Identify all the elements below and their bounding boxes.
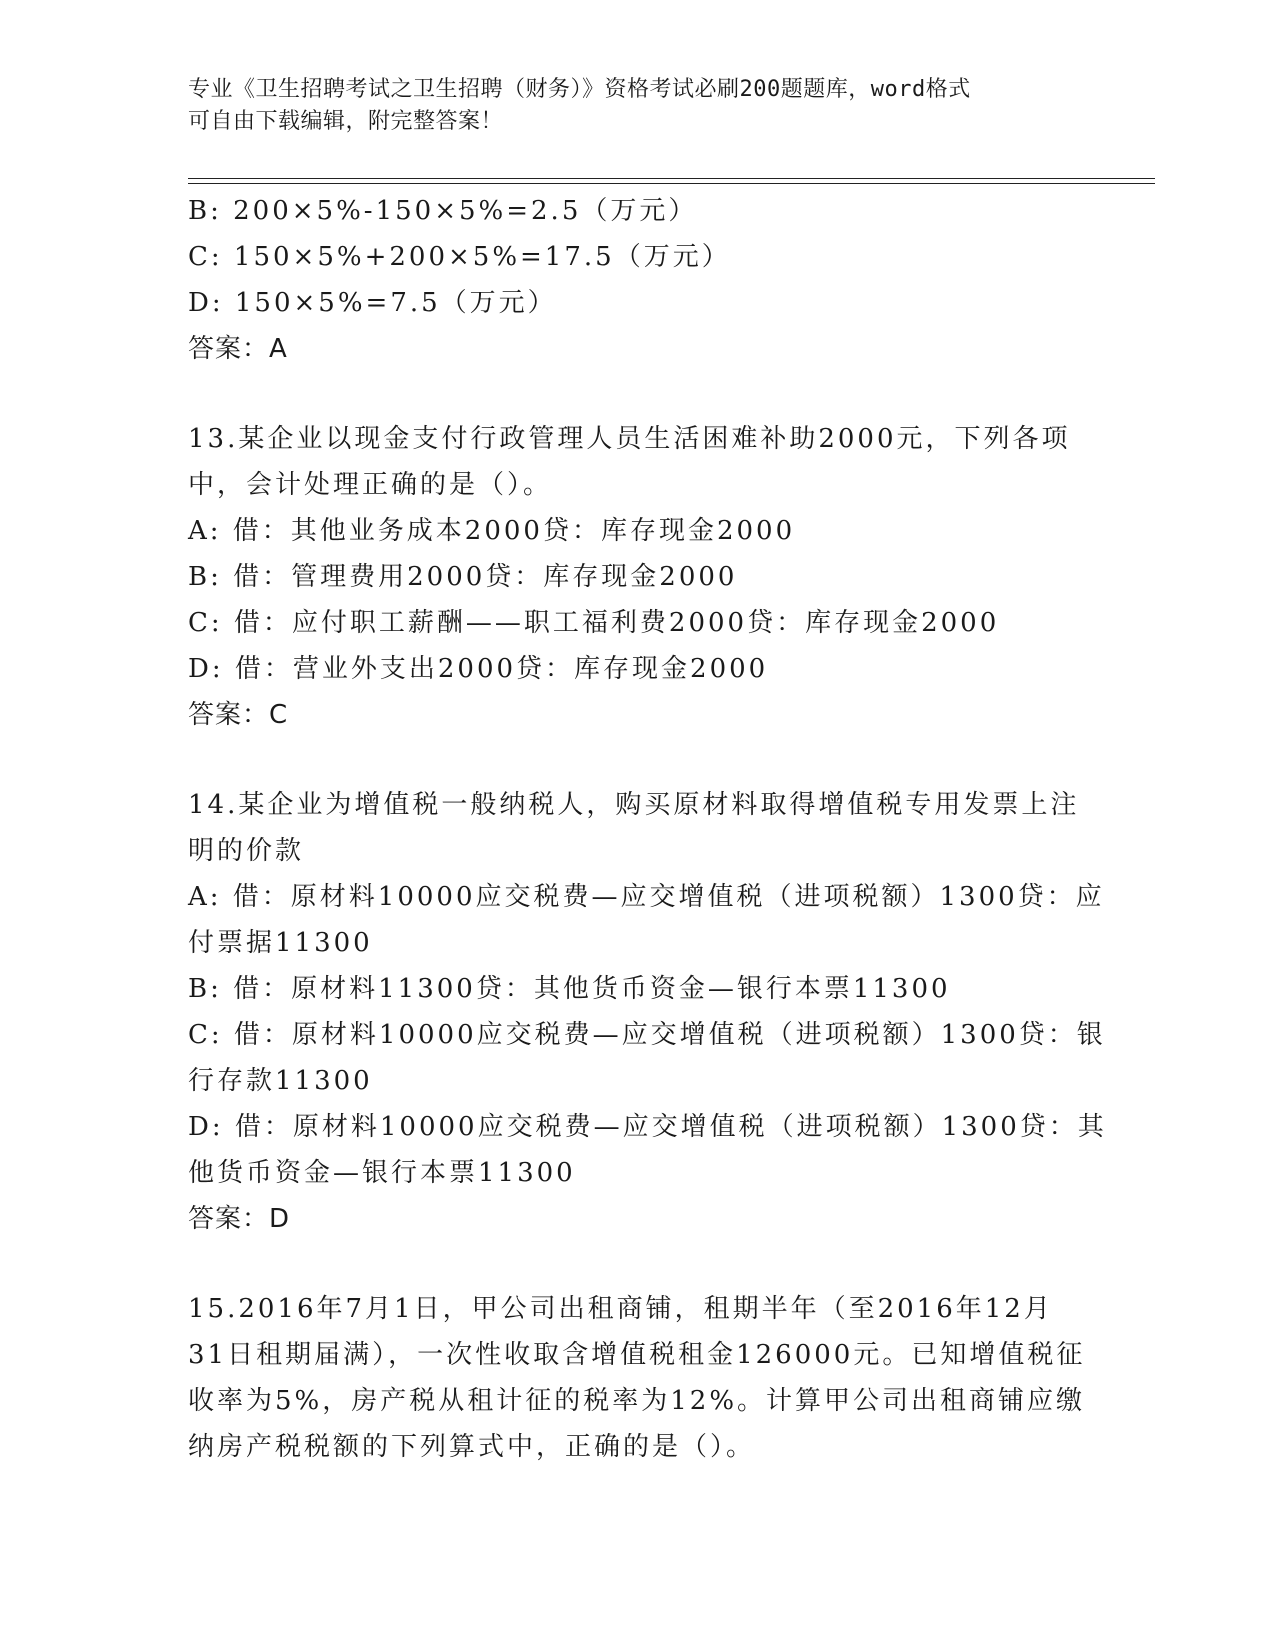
- question-text-line: 15.2016年7月1日，甲公司出租商铺，租期半年（至2016年12月: [188, 1294, 1053, 1324]
- page-header: [188, 74, 1088, 138]
- option-c-continued: 行存款11300: [188, 1066, 373, 1096]
- option-c: C: 借：应付职工薪酬——职工福利费2000贷：库存现金2000: [188, 608, 1000, 638]
- answer-label: 答案：A: [188, 334, 288, 364]
- option-c: C: 借：原材料10000应交税费—应交增值税（进项税额）1300贷：银: [188, 1020, 1106, 1050]
- question-text-line: 13.某企业以现金支付行政管理人员生活困难补助2000元，下列各项: [188, 424, 1071, 454]
- question-12-tail: [188, 188, 1088, 372]
- option-b: B: 借：管理费用2000贷：库存现金2000: [188, 562, 738, 592]
- option-a: A: 借：原材料10000应交税费—应交增值税（进项税额）1300贷：应: [188, 882, 1105, 912]
- option-b: B: 200×5%-150×5%=2.5（万元）: [188, 196, 698, 226]
- question-text-line: 31日租期届满），一次性收取含增值税租金126000元。已知增值税征: [188, 1340, 1086, 1370]
- question-text-line: 纳房产税税额的下列算式中，正确的是（）。: [188, 1432, 756, 1462]
- question-text-line: 收率为5%，房产税从租计征的税率为12%。计算甲公司出租商铺应缴: [188, 1386, 1086, 1416]
- spacer: [188, 1242, 1088, 1286]
- answer-label: 答案：D: [188, 1204, 291, 1234]
- question-14: [188, 782, 1107, 1242]
- question-text-line: 明的价款: [188, 836, 305, 866]
- option-c: C: 150×5%+200×5%=17.5（万元）: [188, 242, 731, 272]
- header-title-line-2: 可自由下载编辑，附完整答案！: [188, 109, 504, 134]
- header-title-line-1: 专业《卫生招聘考试之卫生招聘（财务）》资格考试必刷200题题库，word格式: [188, 77, 971, 102]
- header-divider-top: [188, 178, 1155, 179]
- option-d-continued: 他货币资金—银行本票11300: [188, 1158, 576, 1188]
- question-15: [188, 1286, 1088, 1470]
- option-d: D: 借：原材料10000应交税费—应交增值税（进项税额）1300贷：其: [188, 1112, 1107, 1142]
- question-text-line: 中，会计处理正确的是（）。: [188, 470, 553, 500]
- option-d: D: 150×5%=7.5（万元）: [188, 288, 557, 318]
- answer-label: 答案：C: [188, 700, 289, 730]
- spacer: [188, 372, 1088, 416]
- spacer: [188, 738, 1088, 782]
- question-text-line: 14.某企业为增值税一般纳税人，购买原材料取得增值税专用发票上注: [188, 790, 1080, 820]
- question-13: [188, 416, 1088, 738]
- option-a: A: 借：其他业务成本2000贷：库存现金2000: [188, 516, 796, 546]
- option-b: B: 借：原材料11300贷：其他货币资金—银行本票11300: [188, 974, 951, 1004]
- option-d: D: 借：营业外支出2000贷：库存现金2000: [188, 654, 769, 684]
- option-a-continued: 付票据11300: [188, 928, 373, 958]
- header-divider-bottom: [188, 183, 1155, 184]
- question-content: [188, 188, 1107, 1470]
